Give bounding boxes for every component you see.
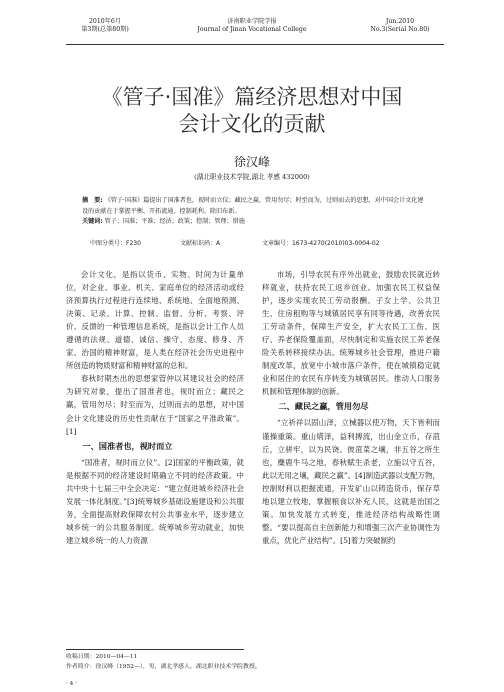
header-issue: 第3期(总第80期) [81, 26, 129, 33]
paragraph: 会计文化，是指以货币、实物、时间为计量单位，对企业、事业、机关、家庭单位的经济活动或经济预算执行过程进行连续地、系统地、全面地预测、决策、记录、计算、控制、监督、分析、考察、评价、反馈的一种管理信息系统，是指以会计工作人员遵循的法规、道德、诚信、操守、态度、修身、齐家、治国的精神财富，是人类在经济社会历史进程中所创造的物质财富和精神财富的总和。 [66, 270, 244, 371]
footnote-author: 作者简介：徐汉峰（1952—），男，湖北孝感人，湖北职业技术学院教授。 [66, 664, 261, 670]
abstract [82, 196, 427, 217]
section-heading: 二、藏民之赢，管用勿尽 [278, 401, 369, 412]
issue-en [360, 18, 440, 34]
paragraph: “国准者，视时而立仪”。[2]国家的平衡政策，就是根据不同的经济建设时期确立不同的经济政策。中共中央十七届三中全会决定：“建立促进城乡经济社会发展一体化制度。”[3]统筹城乡基础设施建设和公共服务，全面提高财政保障农村公共事业水平，逐步建立城乡统一的公共服务制度。统筹城乡劳动就业，加快建立城乡统一的人力资源 [66, 457, 244, 545]
right-column [262, 268, 440, 547]
section-heading: 一、国准者也，视时而立 [82, 440, 173, 451]
article-title [0, 84, 504, 138]
header-date-en: Jun.2010 [385, 18, 415, 25]
abstract-block [82, 196, 427, 228]
left-column [66, 268, 244, 547]
title-line-2: 会计文化的贡献 [178, 112, 326, 136]
keywords-text: 管子；国准；平准；经济；政策；控制；管理；措施 [104, 218, 245, 226]
abstract-label: 摘 要: [82, 197, 103, 204]
paragraph: “立祈祥以固山泽，立械器以使万物，天下皆利而谨操重策。重山焫泽，益利搏流，出山金立币，存菹丘，立骈牢，以为民饶。彼菹菜之壤，非五谷之所生也，麋鹿牛马之地，春秋赋生杀老，立施以守五谷，此以无用之壤，藏民之赢”。[4]制造武器以支配万物，控制财利以把握流通，开发矿山以铸造货币，保存草地以建立牧地，掌握粮食以补充人民，这就是治国之策。加快发展方式转变，推进经济结构战略性调整。“要以提高自主创新能力和增强三次产业协调性为重点，优化产业结构”。[5]着力突破制约 [262, 418, 440, 545]
keywords-label: 关键词: [82, 218, 103, 226]
footnote-rule [66, 649, 244, 650]
paragraph: 春秋时期杰出的思想家管仲以其建议社会的经济为研究对象，提出了国准者也，视时而立；藏民之赢，管用勿尽；时至而为，过则而去的思想，对中国会计文化建设的历史性贡献在于“国家之平准政策”。[1] [66, 374, 244, 436]
header-date: 2010年6月 [88, 18, 122, 25]
page-number: · 4 · [66, 681, 78, 687]
author-affiliation: (湖北职业技术学院,湖北 孝感 432000) [194, 173, 310, 181]
issue-date [70, 18, 140, 34]
article-identifiers [90, 238, 430, 248]
class-number: 中图分类号：F230 [90, 240, 141, 247]
footnote-received: 收稿日期：2010—04—11 [66, 654, 138, 660]
header-issue-en: No.3(Serial No.80) [370, 26, 430, 33]
abstract-text: 《管子·国准》篇提出了国准者也，视时而立仪；藏民之赢，管用勿尽；时至而为，过则而去的思想，对中国会计文化建设的贡献在于掌握平衡、开拓流通、控制耗利、除旧布新。 [82, 197, 424, 215]
journal-name [190, 18, 314, 34]
author-name: 徐汉峰 [233, 155, 270, 169]
paragraph: 市场，引导农民有序外出就业，鼓励农民就近转移就业，扶持农民工返乡创业。加强农民工权益保护，逐步实现农民工劳动报酬、子女上学、公共卫生、住房租购等与城镇居民享有同等待遇，改善农民工劳动条件，保障生产安全，扩大农民工工伤、医疗、养老保险覆盖面，尽快制定和实施农民工养老保险关系转移接续办法。统筹城乡社会管理，推进户籍制度改革，放宽中小城市落户条件，使在城镇稳定就业和居住的农民有序转变为城镇居民。推动人口服务机制和管理体制的创新。 [262, 270, 440, 397]
document-code: 文献标识码：A [180, 240, 221, 247]
keywords [82, 217, 427, 228]
running-header [0, 18, 504, 46]
title-line-1: 《管子·国准》篇经济思想对中国 [101, 85, 403, 109]
journal-name-cn: 济南职业学院学报 [227, 18, 277, 25]
journal-name-en: Journal of Jinan Vocational College [197, 26, 307, 33]
article-number: 文章编号：1673-4270(2010)03-0004-02 [262, 240, 380, 247]
header-rule [66, 44, 444, 45]
